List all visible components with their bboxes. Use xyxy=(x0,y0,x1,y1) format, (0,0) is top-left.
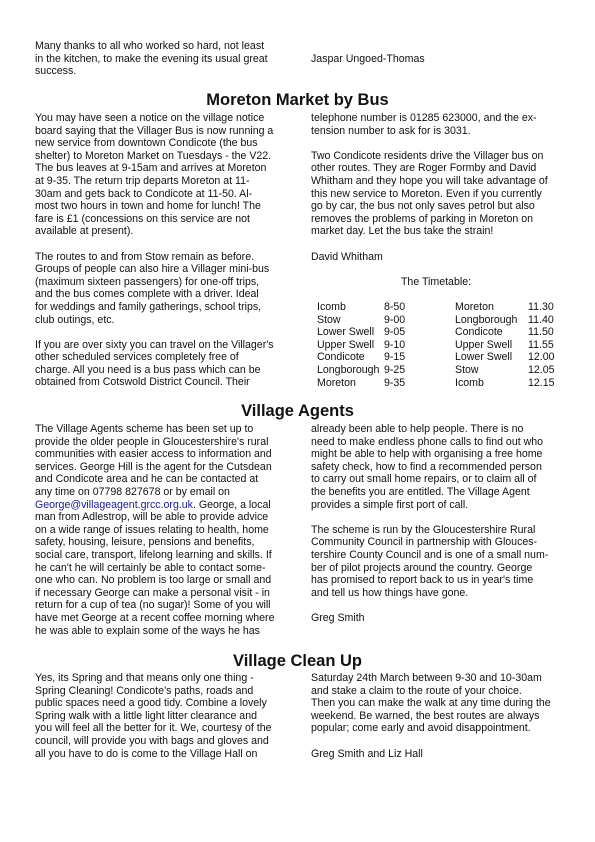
stop-time: 12.15 xyxy=(528,376,555,389)
stop-name: Longborough xyxy=(317,363,380,376)
stop-time: 11.40 xyxy=(528,313,554,326)
stop-time: 9-15 xyxy=(384,351,406,364)
stop-time: 11.30 xyxy=(528,301,554,313)
agents-right-column xyxy=(311,423,561,625)
timetable-row xyxy=(317,314,424,327)
stop-name: Stow xyxy=(317,313,341,326)
timetable-row xyxy=(317,377,424,390)
cleanup-right-paragraph: Saturday 24th March between 9-30 and 10-30am and stake a claim to the route of your choice. Then you can make the walk at any time during the weekend. Be warned, the best routes are always popular; come early and avoid disappointment. xyxy=(311,672,551,735)
stop-name: Condicote xyxy=(455,326,503,339)
stop-name: Moreton xyxy=(317,376,356,389)
timetable-title: The Timetable: xyxy=(400,276,472,288)
agents-paragraph xyxy=(35,423,285,637)
stop-name: Lower Swell xyxy=(317,326,375,339)
stop-name: Moreton xyxy=(455,301,494,313)
market-right-paragraph-1: telephone number is 01285 623000, and the ex- tension number to ask for is 3031. xyxy=(311,112,537,137)
stop-time: 9-10 xyxy=(384,338,406,351)
stop-name: Upper Swell xyxy=(317,338,375,351)
timetable-row xyxy=(455,301,558,314)
stop-time: 12.00 xyxy=(528,351,555,364)
agents-heading: Village Agents xyxy=(241,402,354,420)
stop-name: Stow xyxy=(455,363,479,376)
stop-name: Longborough xyxy=(455,313,518,326)
stop-name: Icomb xyxy=(317,301,346,313)
agents-text-a: The Village Agents scheme has been set up to provide the older people in Gloucestershire's rural communities with easier access to information and services. George Hill is the agent for the Cutsdean and Condicote area and he can be contacted at any time on 07798 827678 or by email on xyxy=(35,423,272,498)
market-right-paragraph-2: Two Condicote residents drive the Villager bus on other routes. They are Roger Formby and David Whitham and they hope you will take advantage of this new service to Moreton. Even if you currently go by car, the bus not only saves petrol but also removes the problems of parking in Moreton on market day. Let the bus take the strain! xyxy=(311,149,548,238)
cleanup-signature: Greg Smith and Liz Hall xyxy=(311,747,423,760)
timetable-outbound xyxy=(317,301,424,389)
market-heading: Moreton Market by Bus xyxy=(206,91,389,109)
intro-signature: Jaspar Ungoed-Thomas xyxy=(311,53,425,65)
timetable-row xyxy=(317,339,424,352)
stop-name: Upper Swell xyxy=(455,338,513,351)
agents-right-paragraph-1: already been able to help people. There is no need to make endless phone calls to find out who might be able to help with organising a free home safety check, how to find a recommended person to carry out small home repairs, or to claim all of the benefits you are entitled. The Village Agent provides a simple first port of call. xyxy=(311,423,544,511)
cleanup-paragraph: Yes, its Spring and that means only one thing - Spring Cleaning! Condicote’s paths, roads and public spaces need a good tidy. Combine a lovely Spring walk with a little light litter clearance and you will feel all the better for it. We, courtesy of the council, will provide you with bags and gloves and all you have to do is come to the Village Hall on xyxy=(35,672,272,760)
cleanup-left-column xyxy=(35,672,285,760)
timetable-row xyxy=(455,326,558,339)
stop-name: Condicote xyxy=(317,351,365,364)
market-right-column xyxy=(311,112,561,263)
stop-time: 9-35 xyxy=(384,376,406,389)
intro-paragraph: Many thanks to all who worked so hard, not least in the kitchen, to make the evening its usual great success. xyxy=(35,40,268,78)
market-paragraph-2: The routes to and from Stow remain as before. Groups of people can also hire a Villager mini-bus (maximum sixteen passengers) for one-off trips, and the bus comes complete with a driver. Ideal for weddings and family gatherings, school trips, club outings, etc. xyxy=(35,250,270,326)
timetable-row xyxy=(317,351,424,364)
cleanup-right-column xyxy=(311,672,561,760)
stop-name: Lower Swell xyxy=(455,351,513,364)
agents-left-column xyxy=(35,423,285,637)
stop-time: 11.50 xyxy=(528,326,554,339)
market-left-column xyxy=(35,112,285,389)
agents-text-b: . George, a local xyxy=(192,498,271,511)
timetable-row xyxy=(455,314,558,327)
timetable-row xyxy=(455,377,558,390)
timetable-row xyxy=(455,339,558,352)
stop-name: Icomb xyxy=(455,376,484,389)
agents-right-paragraph-2: The scheme is run by the Gloucestershire Rural Community Council in partnership with Glouces- tershire County Council and is one of a small num- ber of pilot projects around the country. George has promised to report back to us in year's time and tell us how things have gone. xyxy=(311,523,549,599)
timetable-row xyxy=(455,364,558,377)
stop-time: 9-05 xyxy=(384,326,406,339)
agent-email-link[interactable]: George@villageagent.grcc.org.uk xyxy=(35,498,193,511)
stop-time: 9-00 xyxy=(384,313,406,326)
stop-time: 8-50 xyxy=(384,301,406,313)
timetable-row xyxy=(455,351,558,364)
timetable-return xyxy=(455,301,558,389)
stop-time: 12.05 xyxy=(528,363,555,376)
timetable-row xyxy=(317,326,424,339)
market-signature: David Whitham xyxy=(311,250,383,263)
stop-time: 9-25 xyxy=(384,363,406,376)
agents-text-c: man from Adlestrop, will be able to provide advice on a wide range of issues relating to health, home safety, housing, leisure, pensions and benefits, social care, transport, lifelong learning and skills. If he can't he will certainly be able to contact some- one who can. No problem is too large or small and if necessary George can make a personal visit - in return for a cup of tea (no sugar)! Some of you will have met George at a recent coffee morning where he was able to explain some of the ways he has xyxy=(35,511,275,637)
timetable-row xyxy=(317,364,424,377)
market-paragraph-1: You may have seen a notice on the village notice board saying that the Villager Bus is now running a new service from downtown Condicote (the bus shelter) to Moreton Market on Tuesdays - the V22. The bus leaves at 9-15am and arrives at Moreton at 9-35. The return trip departs Moreton at 11- 30am and gets back to Condicote at 11-50. Al- most two hours in town and home for lunch! The fare is £1 (concessions on this service are not available at present). xyxy=(35,112,274,238)
intro-left-column xyxy=(35,40,285,78)
cleanup-heading: Village Clean Up xyxy=(233,652,362,670)
intro-right-column xyxy=(311,53,561,66)
market-paragraph-3: If you are over sixty you can travel on the Villager's other scheduled services completely free of charge. All you need is a bus pass which can be obtained from Cotswold District Council. Their xyxy=(35,338,274,389)
agents-signature: Greg Smith xyxy=(311,611,365,624)
stop-time: 11.55 xyxy=(528,338,554,351)
timetable-row xyxy=(317,301,424,314)
